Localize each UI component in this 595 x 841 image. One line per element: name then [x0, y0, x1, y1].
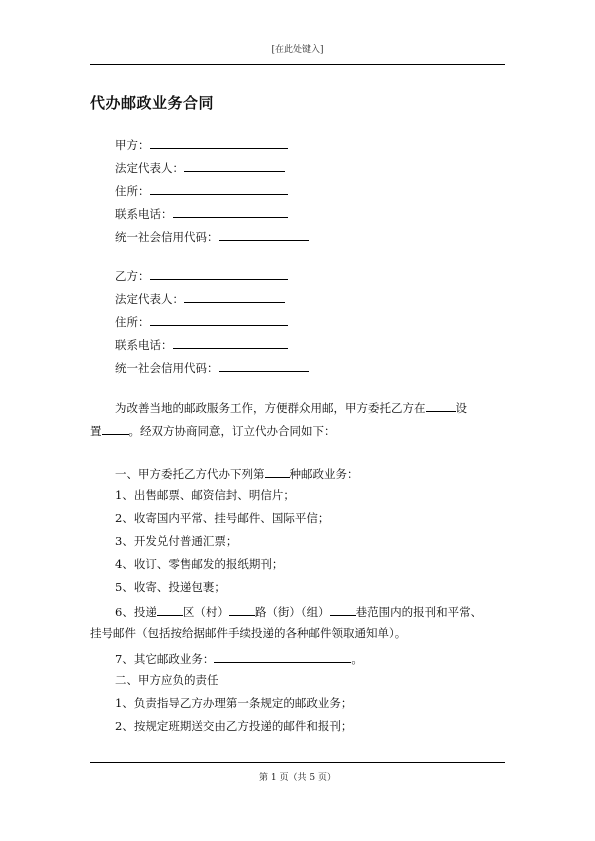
- district-blank: [157, 603, 183, 616]
- other-business-blank: [214, 650, 351, 663]
- party-a-name-label: 甲方：: [115, 138, 150, 152]
- party-b-address-blank: [150, 313, 288, 326]
- clause-item-6-text-c: 路（街）（组）: [254, 605, 330, 619]
- clause-item-7-text-a: 7、其它邮政业务：: [115, 652, 215, 666]
- intro-setup-blank: [102, 422, 129, 435]
- party-b-address-row: [115, 313, 288, 329]
- party-a-name-row: [115, 136, 288, 152]
- clause-item-7-text-b: 。: [351, 652, 363, 666]
- clause-item-4: 4、收订、零售邮发的报纸期刊；: [115, 557, 284, 571]
- clause-item-3: 3、开发兑付普通汇票；: [115, 534, 238, 548]
- party-b-name-row: [115, 267, 288, 283]
- header-rule: [90, 64, 505, 65]
- page-footer: 第 1 页（共 5 页）: [259, 773, 336, 783]
- party-b-credit-blank: [219, 359, 309, 372]
- clause-item-6-text-a: 6、投递: [115, 605, 157, 619]
- party-a-rep-label: 法定代表人：: [115, 161, 184, 175]
- party-a-phone-label: 联系电话：: [115, 207, 173, 221]
- party-a-rep-blank: [184, 159, 285, 172]
- footer-rule: [90, 762, 505, 763]
- party-a-credit-blank: [219, 228, 309, 241]
- intro-location-blank: [426, 399, 456, 412]
- party-b-address-label: 住所：: [115, 315, 150, 329]
- road-blank: [229, 603, 255, 616]
- clause-1-text-b: 种邮政业务：: [289, 467, 359, 481]
- clause-item-1: 1、出售邮票、邮资信封、明信片；: [115, 488, 295, 502]
- clause-item-6-cont: 挂号邮件（包括按给据邮件手续投递的各种邮件领取通知单）。: [90, 626, 407, 640]
- party-b-rep-row: [115, 290, 285, 306]
- section-2-heading: 二、甲方应负的责任: [115, 673, 219, 687]
- party-b-phone-blank: [173, 336, 288, 349]
- party-b-phone-row: [115, 336, 288, 352]
- party-a-address-label: 住所：: [115, 184, 150, 198]
- clause-item-2: 2、收寄国内平常、挂号邮件、国际平信；: [115, 511, 330, 525]
- lane-blank: [330, 603, 356, 616]
- party-a-credit-row: [115, 228, 309, 244]
- party-b-phone-label: 联系电话：: [115, 338, 173, 352]
- clause-item-6-text-d: 巷范围内的报刊和平常、: [355, 605, 483, 619]
- clause-1: [115, 465, 359, 481]
- section-2-item-2: 2、按规定班期送交由乙方投递的邮件和报刊；: [115, 719, 353, 733]
- party-a-rep-row: [115, 159, 285, 175]
- intro-paragraph: [90, 397, 505, 443]
- party-b-rep-blank: [184, 290, 285, 303]
- intro-text-1: 为改善当地的邮政服务工作，方便群众用邮，甲方委托乙方在: [115, 401, 426, 415]
- clause-item-6: [115, 603, 482, 619]
- page-header: [在此处键入]: [271, 45, 324, 55]
- clause-1-blank: [265, 465, 290, 478]
- party-a-name-blank: [150, 136, 288, 149]
- party-b-rep-label: 法定代表人：: [115, 292, 184, 306]
- party-a-phone-row: [115, 205, 288, 221]
- party-b-credit-row: [115, 359, 309, 375]
- document-title: 代办邮政业务合同: [90, 94, 215, 112]
- party-a-address-blank: [150, 182, 288, 195]
- party-b-name-blank: [150, 267, 288, 280]
- party-a-phone-blank: [173, 205, 288, 218]
- intro-text-4: 。经双方协商同意，订立代办合同如下：: [128, 424, 336, 438]
- section-2-item-1: 1、负责指导乙方办理第一条规定的邮政业务；: [115, 696, 353, 710]
- clause-item-7: [115, 650, 363, 666]
- party-a-credit-label: 统一社会信用代码：: [115, 230, 219, 244]
- clause-item-6-text-b: 区（村）: [182, 605, 229, 619]
- intro-text-2: 设: [455, 401, 467, 415]
- party-b-credit-label: 统一社会信用代码：: [115, 361, 219, 375]
- clause-1-text-a: 一、甲方委托乙方代办下列第: [115, 467, 265, 481]
- party-b-name-label: 乙方：: [115, 269, 150, 283]
- clause-item-5: 5、收寄、投递包裹；: [115, 580, 226, 594]
- party-a-address-row: [115, 182, 288, 198]
- intro-text-3: 置: [90, 424, 102, 438]
